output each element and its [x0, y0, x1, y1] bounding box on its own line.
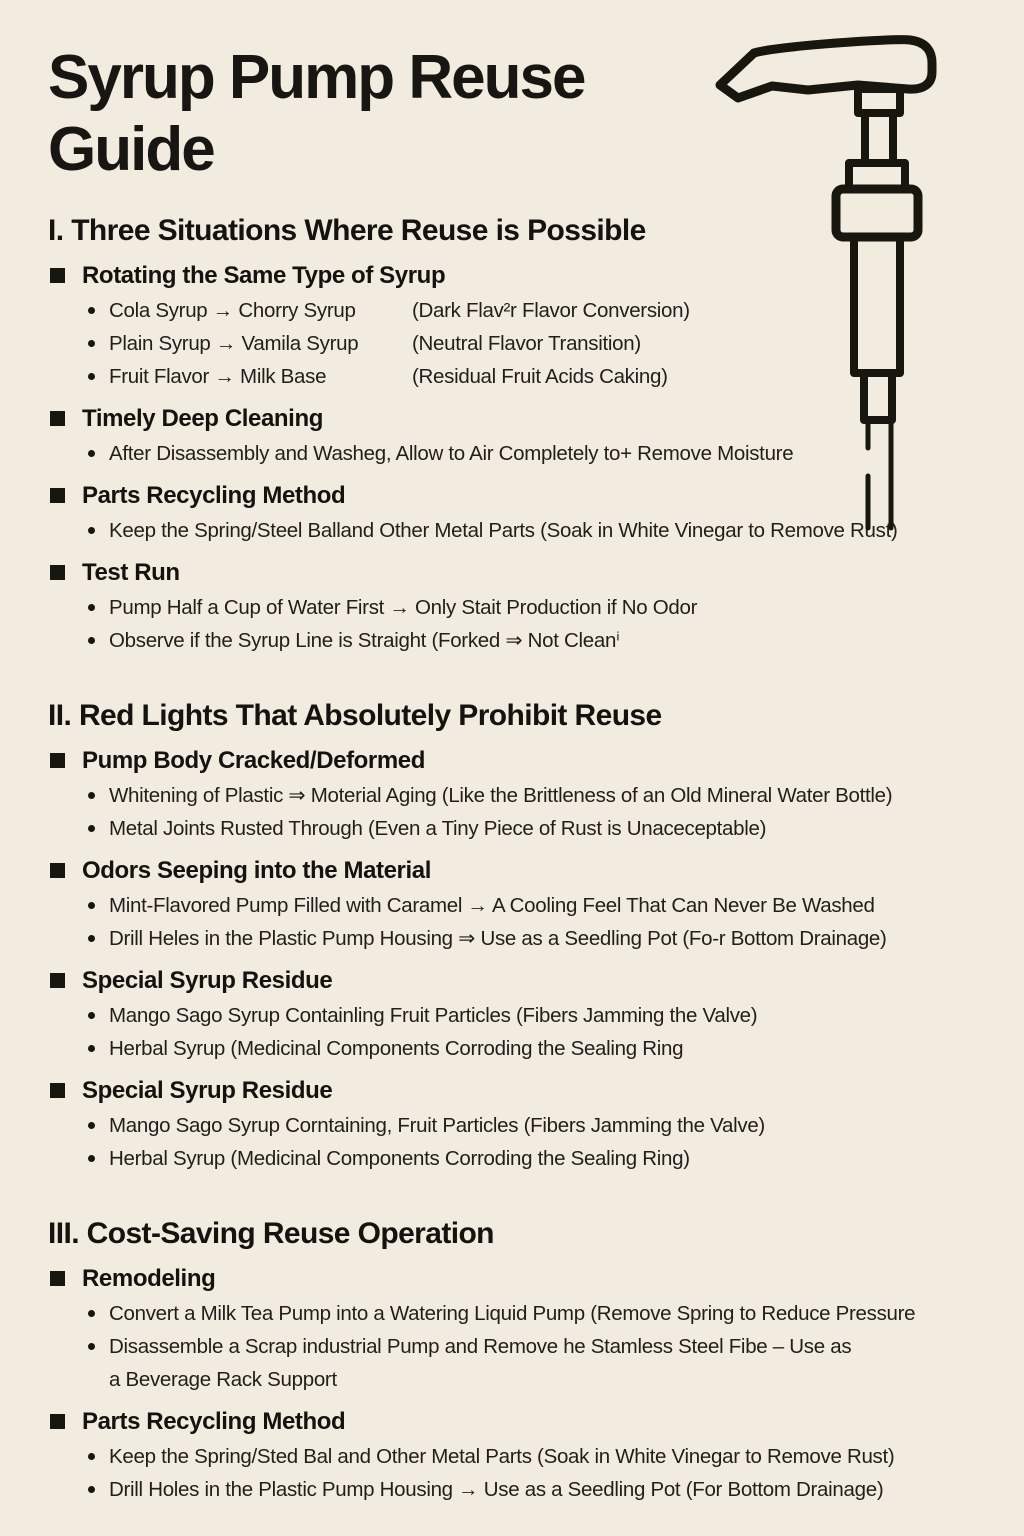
- bullet-list: [48, 999, 1010, 1065]
- subsection-heading: [50, 1407, 1010, 1437]
- dot-bullet-icon: [88, 373, 95, 380]
- subsection: [48, 856, 1010, 955]
- bullet-text: [109, 812, 766, 845]
- bullet-text-right: (Residual Fruit Acids Caking): [412, 364, 668, 388]
- page-title: [48, 42, 748, 186]
- square-bullet-icon: [50, 411, 65, 426]
- list-item: [48, 1473, 1010, 1506]
- bullet-text-line1: Convert a Milk Tea Pump into a Watering Liquid Pump (Remove Spring to Reduce Pressure: [109, 1301, 916, 1325]
- bullet-text-left: Plain Syrup → Vamila Syrup: [109, 331, 359, 355]
- bullet-list: [48, 591, 1010, 657]
- subsection-heading: [50, 966, 1010, 996]
- pump-body: [836, 189, 918, 237]
- square-bullet-icon: [50, 268, 65, 283]
- square-bullet-icon: [50, 863, 65, 878]
- dot-bullet-icon: [88, 1453, 95, 1460]
- dot-bullet-icon: [88, 340, 95, 347]
- bullet-text-right: (Dark Flav²r Flavor Conversion): [412, 298, 690, 322]
- subsection-heading: [50, 746, 1010, 776]
- dot-bullet-icon: [88, 1343, 95, 1350]
- bullet-text: [109, 1142, 690, 1175]
- bullet-text-line1: Disassemble a Scrap industrial Pump and Remove he Stamless Steel Fibe – Use as: [109, 1334, 852, 1358]
- list-item: [48, 1032, 1010, 1065]
- square-bullet-icon: [50, 753, 65, 768]
- bullet-text-line1: Whitening of Plastic ⇒ Moterial Aging (Like the Brittleness of an Old Mineral Water Bottle): [109, 783, 893, 807]
- section: [48, 1215, 1010, 1506]
- square-bullet-icon: [50, 1083, 65, 1098]
- bullet-text-line1: Mango Sago Syrup Containling Fruit Particles (Fibers Jamming the Valve): [109, 1003, 758, 1027]
- pump-long-tube: [854, 237, 900, 373]
- dot-bullet-icon: [88, 637, 95, 644]
- bullet-text: [109, 591, 697, 624]
- bullet-text-line1: Drill Heles in the Plastic Pump Housing ⇒ Use as a Seedling Pot (Fo-r Bottom Drainage): [109, 926, 887, 950]
- bullet-list: [48, 779, 1010, 845]
- bullet-text-line1: Mint-Flavored Pump Filled with Caramel → A Cooling Feel That Can Never Be Washed: [109, 893, 875, 917]
- section: [48, 697, 1010, 1175]
- bullet-text-line1: Metal Joints Rusted Through (Even a Tiny Piece of Rust is Unaceceptable): [109, 816, 767, 840]
- bullet-text-line1: Drill Holes in the Plastic Pump Housing → Use as a Seedling Pot (For Bottom Drainage): [109, 1477, 884, 1501]
- square-bullet-icon: [50, 1271, 65, 1286]
- dot-bullet-icon: [88, 1486, 95, 1493]
- bullet-text: [109, 889, 875, 922]
- bullet-text-left: Cola Syrup → Chorry Syrup: [109, 298, 356, 322]
- subsection-label: Test Run: [82, 558, 180, 586]
- dot-bullet-icon: [88, 1045, 95, 1052]
- bullet-text-left: Fruit Flavor → Milk Base: [109, 364, 327, 388]
- bullet-list: [48, 1440, 1010, 1506]
- dot-bullet-icon: [88, 1122, 95, 1129]
- list-item: [48, 1330, 1010, 1396]
- bullet-text: [109, 779, 892, 812]
- subsection-label: Special Syrup Residue: [82, 1076, 333, 1104]
- list-item: [48, 1440, 1010, 1473]
- list-item: [48, 779, 1010, 812]
- section-heading: III. Cost-Saving Reuse Operation: [48, 1216, 494, 1250]
- subsection-label: Timely Deep Cleaning: [82, 404, 323, 432]
- bullet-list: [48, 1297, 1010, 1396]
- subsection-label: Parts Recycling Method: [82, 1407, 346, 1435]
- list-item: [48, 1297, 1010, 1330]
- bullet-text-line1: Herbal Syrup (Medicinal Components Corroding the Sealing Ring): [109, 1146, 690, 1170]
- subsection: [48, 966, 1010, 1065]
- list-item: [48, 889, 1010, 922]
- list-item: [48, 812, 1010, 845]
- bullet-list: [48, 889, 1010, 955]
- bullet-text-line1: Keep the Spring/Sted Bal and Other Metal Parts (Soak in White Vinegar to Remove Rust): [109, 1444, 895, 1468]
- bullet-text-line1: Mango Sago Syrup Corntaining, Fruit Particles (Fibers Jamming the Valve): [109, 1113, 765, 1137]
- subsection-label: Parts Recycling Method: [82, 481, 346, 509]
- list-item: [48, 999, 1010, 1032]
- subsection: [48, 1076, 1010, 1175]
- subsection: [48, 746, 1010, 845]
- subsection: [48, 1264, 1010, 1396]
- pump-lower-tube: [864, 373, 892, 420]
- subsection-label: Odors Seeping into the Material: [82, 856, 431, 884]
- bullet-text: [109, 624, 619, 657]
- bullet-text: [109, 922, 887, 955]
- bullet-text: [109, 1440, 894, 1473]
- subsection-label: Special Syrup Residue: [82, 966, 333, 994]
- bullet-text-line1: After Disassembly and Washeg, Allow to Air Completely to+ Remove Moisture: [109, 441, 794, 465]
- dot-bullet-icon: [88, 604, 95, 611]
- dot-bullet-icon: [88, 307, 95, 314]
- bullet-list: [48, 1109, 1010, 1175]
- bullet-text: [109, 1473, 883, 1506]
- list-item: [48, 922, 1010, 955]
- subsection-heading: [50, 856, 1010, 886]
- dot-bullet-icon: [88, 902, 95, 909]
- bullet-text-line1: Observe if the Syrup Line is Straight (Forked ⇒ Not Cleanⁱ: [109, 628, 620, 652]
- subsection-label: Rotating the Same Type of Syrup: [82, 261, 446, 289]
- bullet-text-line1: Pump Half a Cup of Water First → Only Stait Production if No Odor: [109, 595, 698, 619]
- bullet-text-line1: Keep the Spring/Steel Balland Other Metal Parts (Soak in White Vinegar to Remove Rust): [109, 518, 898, 542]
- subsection-label: Pump Body Cracked/Deformed: [82, 746, 426, 774]
- dot-bullet-icon: [88, 792, 95, 799]
- page-title-line1: Syrup Pump Reuse: [48, 43, 585, 112]
- square-bullet-icon: [50, 565, 65, 580]
- bullet-text: [109, 1109, 765, 1142]
- dot-bullet-icon: [88, 527, 95, 534]
- pump-neck-tube: [865, 113, 893, 163]
- square-bullet-icon: [50, 1414, 65, 1429]
- subsection-heading: [50, 558, 1010, 588]
- bullet-text-right: (Neutral Flavor Transition): [412, 331, 641, 355]
- list-item: [48, 591, 1010, 624]
- bullet-text: [109, 1032, 683, 1065]
- bullet-text-line2: a Beverage Rack Support: [109, 1367, 337, 1391]
- square-bullet-icon: [50, 488, 65, 503]
- dot-bullet-icon: [88, 450, 95, 457]
- dot-bullet-icon: [88, 825, 95, 832]
- list-item: [48, 1109, 1010, 1142]
- subsection: [48, 558, 1010, 657]
- bullet-text: [109, 1330, 851, 1396]
- section-heading: I. Three Situations Where Reuse is Possible: [48, 213, 646, 247]
- list-item: [48, 624, 1010, 657]
- subsection: [48, 1407, 1010, 1506]
- subsection-label: Remodeling: [82, 1264, 216, 1292]
- bullet-text-line1: Herbal Syrup (Medicinal Components Corroding the Sealing Ring: [109, 1036, 684, 1060]
- subsection-heading: [50, 1264, 1010, 1294]
- bullet-text: [109, 437, 793, 470]
- dot-bullet-icon: [88, 1310, 95, 1317]
- dot-bullet-icon: [88, 1155, 95, 1162]
- list-item: [48, 1142, 1010, 1175]
- bullet-text: [109, 1297, 915, 1330]
- subsection-heading: [50, 1076, 1010, 1106]
- square-bullet-icon: [50, 973, 65, 988]
- syrup-pump-illustration: [708, 28, 1008, 533]
- section-heading: II. Red Lights That Absolutely Prohibit Reuse: [48, 698, 662, 732]
- dot-bullet-icon: [88, 1012, 95, 1019]
- dot-bullet-icon: [88, 935, 95, 942]
- bullet-text: [109, 999, 757, 1032]
- page-title-line2: Guide: [48, 114, 214, 184]
